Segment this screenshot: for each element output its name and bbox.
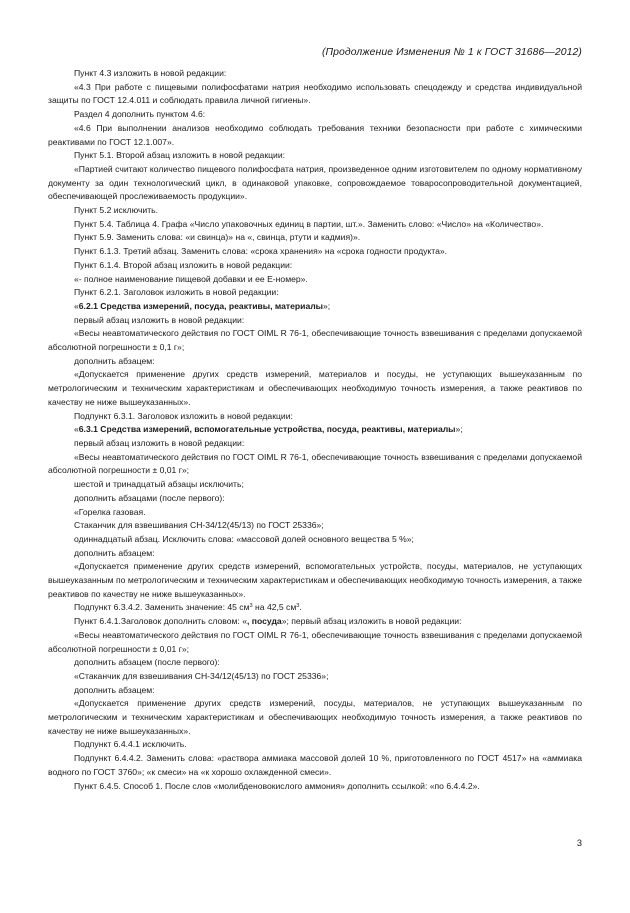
paragraph xyxy=(48,601,582,615)
paragraph-text: Пункт 6.4.1.Заголовок дополнить словом: « xyxy=(74,616,247,627)
paragraph-text: первый абзац изложить в новой редакции: xyxy=(74,437,245,448)
paragraph xyxy=(48,533,582,547)
paragraph xyxy=(48,149,582,163)
paragraph xyxy=(48,245,582,259)
paragraph xyxy=(48,547,582,561)
section-heading-text: 6.2.1 Средства измерений, посуда, реактивы, материалы xyxy=(78,300,324,311)
paragraph-text: « xyxy=(74,424,79,435)
paragraph-text: первый абзац изложить в новой редакции: xyxy=(74,314,245,325)
paragraph-text: «- полное наименование пищевой добавки и ее Е-номер». xyxy=(74,273,308,284)
paragraph xyxy=(48,506,582,520)
paragraph-text: «Стаканчик для взвешивания СН-34/12(45/13) по ГОСТ 25336»; xyxy=(74,670,329,681)
paragraph-text: «4.3 При работе с пищевыми полифосфатами натрия необходимо использовать спецодежду и средства индивидуальной защиты по ГОСТ 12.4.011 и соблюдать правила личной гигиены». xyxy=(48,81,582,106)
running-header: (Продолжение Изменения № 1 к ГОСТ 31686—2012) xyxy=(321,47,582,58)
paragraph xyxy=(48,492,582,506)
paragraph-text: «Допускается применение других средств измерений, вспомогательных устройств, посуды, материалов, не уступающих вышеуказанным по метрологическим и техническим характеристикам и обеспечивающих необходимую точность измерения, а также реактивов по качеству не ниже вышеуказанных». xyxy=(48,561,582,599)
paragraph-text: шестой и тринадцатый абзацы исключить; xyxy=(74,479,244,490)
paragraph xyxy=(48,423,582,437)
paragraph-text: «Весы неавтоматического действия по ГОСТ OIML R 76-1, обеспечивающие точность взвешивания с пределами допускаемой абсолютной погрешности ± 0,01 г»; xyxy=(48,629,582,654)
paragraph-text: «Горелка газовая. xyxy=(74,506,146,517)
paragraph-text: »; xyxy=(455,424,463,435)
paragraph-text: Пункт 6.1.3. Третий абзац. Заменить слова: «срока хранения» на «срока годности продукта». xyxy=(74,246,448,257)
paragraph-text: Подпункт 6.3.4.2. Заменить значение: 45 см xyxy=(74,602,250,613)
paragraph-text: на 42,5 см xyxy=(252,602,297,613)
paragraph-text: «Партией считают количество пищевого полифосфата натрия, произведенное одним изготовителем по одному нормативному документу за один технологический цикл, в одинаковой упаковке, сопровождаемое товаросопроводительной документацией, обеспечивающей прослеживаемость продукции». xyxy=(48,163,582,202)
paragraph-text: »; xyxy=(323,300,331,311)
paragraph-text: дополнить абзацем: xyxy=(74,355,155,366)
paragraph-text: «Допускается применение других средств измерений, посуды, материалов, не уступающих вышеуказанным по метрологическим и техническим характеристикам и обеспечивающих необходимую точность измерения, а также реактивов по качеству не ниже вышеуказанных». xyxy=(48,698,582,736)
paragraph xyxy=(48,738,582,752)
superscript: 3 xyxy=(296,603,300,610)
paragraph-text: дополнить абзацами (после первого): xyxy=(74,492,225,503)
superscript: 3 xyxy=(249,603,253,610)
paragraph-text: Стаканчик для взвешивания СН-34/12(45/13) по ГОСТ 25336»; xyxy=(74,520,324,531)
paragraph-text: «Весы неавтоматического действия по ГОСТ OIML R 76-1, обеспечивающие точность взвешивания с пределами допускаемой абсолютной погрешности ± 0,01 г»; xyxy=(48,451,582,476)
paragraph xyxy=(48,300,582,314)
paragraph xyxy=(48,615,582,629)
paragraph xyxy=(48,560,582,601)
paragraph-text: дополнить абзацем: xyxy=(74,547,155,558)
paragraph xyxy=(48,629,582,656)
paragraph-text: Пункт 6.1.4. Второй абзац изложить в новой редакции: xyxy=(74,259,293,270)
paragraph-text: дополнить абзацем (после первого): xyxy=(74,657,220,668)
paragraph xyxy=(48,273,582,287)
paragraph xyxy=(48,684,582,698)
paragraph-text: дополнить абзацем: xyxy=(74,684,155,695)
paragraph xyxy=(48,780,582,794)
paragraph xyxy=(48,437,582,451)
paragraph xyxy=(48,122,582,149)
paragraph xyxy=(48,519,582,533)
paragraph xyxy=(48,478,582,492)
paragraph-text: Пункт 5.4. Таблица 4. Графа «Число упаковочных единиц в партии, шт.». Заменить слово: «Число» на «Количество». xyxy=(74,218,544,229)
paragraph-text: Подпункт 6.4.4.1 исключить. xyxy=(74,739,187,750)
paragraph xyxy=(48,410,582,424)
paragraph-text: одиннадцатый абзац. Исключить слова: «массовой долей основного вещества 5 %»; xyxy=(74,533,414,544)
paragraph-text: Пункт 5.9. Заменить слова: «и свинца)» на «, свинца, ртути и кадмия)». xyxy=(74,232,361,243)
paragraph-text: Пункт 4.3 изложить в новой редакции: xyxy=(74,68,227,78)
paragraph xyxy=(48,355,582,369)
paragraph xyxy=(48,163,582,204)
paragraph xyxy=(48,286,582,300)
paragraph-text: Пункт 6.4.5. Способ 1. После слов «молибденовокислого аммония» дополнить ссылкой: «по 6.4.4.2». xyxy=(74,780,480,791)
paragraph-text: Пункт 5.2 исключить. xyxy=(74,205,159,216)
paragraph xyxy=(48,670,582,684)
paragraph-text: Подпункт 6.3.1. Заголовок изложить в новой редакции: xyxy=(74,410,293,421)
paragraph xyxy=(48,327,582,354)
paragraph-text: Подпункт 6.4.4.2. Заменить слова: «раствора аммиака массовой долей 10 %, приготовленного по ГОСТ 4517» на «аммиака водного по ГОСТ 3760»; «к смеси» на «к хорошо охлажденной смеси». xyxy=(48,753,582,777)
section-heading-text: , посуда xyxy=(247,616,282,627)
paragraph-text: «4.6 При выполнении анализов необходимо соблюдать требования техники безопасности при работе с химическими реактивами по ГОСТ 12.1.007». xyxy=(48,122,582,147)
paragraph-text: Пункт 6.2.1. Заголовок изложить в новой редакции: xyxy=(74,287,279,298)
paragraph xyxy=(48,81,582,108)
paragraph xyxy=(48,752,582,779)
paragraph xyxy=(48,204,582,218)
paragraph-text: »; первый абзац изложить в новой редакции: xyxy=(281,616,462,627)
paragraph-text: Раздел 4 дополнить пунктом 4.6: xyxy=(74,109,206,120)
paragraph-text: «Допускается применение других средств измерений, материалов и посуды, не уступающих вышеуказанным по метрологическим и техническим характеристикам и обеспечивающих необходимую точность измерения, а также реактивов по качеству не ниже вышеуказанных». xyxy=(48,369,582,407)
paragraph-text: . xyxy=(299,602,302,613)
paragraph xyxy=(48,231,582,245)
paragraph xyxy=(48,451,582,478)
paragraph xyxy=(48,218,582,232)
paragraph xyxy=(48,108,582,122)
page-number: 3 xyxy=(576,838,582,848)
section-heading-text: 6.3.1 Средства измерений, вспомогательные устройства, посуда, реактивы, материалы xyxy=(78,424,456,435)
paragraph-text: « xyxy=(74,300,79,311)
paragraph-text: Пункт 5.1. Второй абзац изложить в новой редакции: xyxy=(74,150,286,161)
paragraph xyxy=(48,314,582,328)
paragraph-text: «Весы неавтоматического действия по ГОСТ OIML R 76-1, обеспечивающие точность взвешивания с пределами допускаемой абсолютной погрешности ± 0,1 г»; xyxy=(48,328,582,353)
paragraph xyxy=(48,656,582,670)
paragraph xyxy=(48,368,582,409)
paragraph xyxy=(48,259,582,273)
paragraph xyxy=(48,67,582,81)
paragraph xyxy=(48,697,582,738)
document-body xyxy=(48,67,582,793)
